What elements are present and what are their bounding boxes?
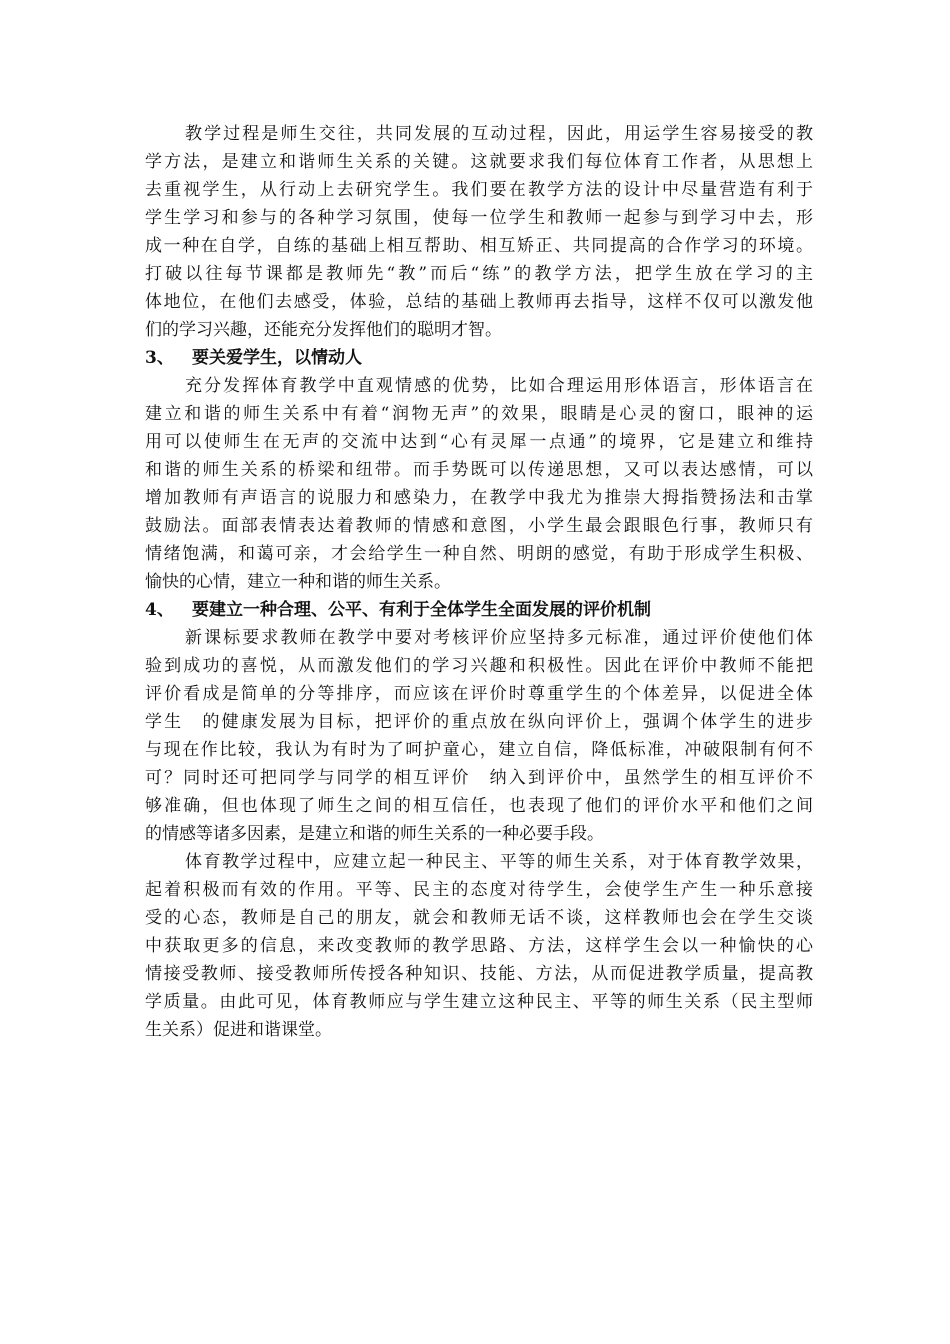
text-line: 学生学习和参与的各种学习氛围，使每一位学生和教师一起参与到学习中去，形 <box>145 208 813 228</box>
text-line: 体地位，在他们去感受，体验，总结的基础上教师再去指导，这样不仅可以激发他 <box>145 292 813 312</box>
section-number: 3、 <box>145 348 174 368</box>
paragraph-evaluation <box>145 624 813 848</box>
section-title: 要建立一种合理、公平、有利于全体学生全面发展的评价机制 <box>192 600 651 620</box>
section-heading-3 <box>145 344 813 372</box>
text-line: 们的学习兴趣，还能充分发挥他们的聪明才智。 <box>145 320 502 340</box>
text-line: 成一种在自学，自练的基础上相互帮助、相互矫正、共同提高的合作学习的环境。 <box>145 236 813 256</box>
text-line: 情绪饱满，和蔼可亲，才会给学生一种自然、明朗的感觉，有助于形成学生积极、 <box>145 544 813 564</box>
text-line: 可？同时还可把同学与同学的相互评价 纳入到评价中，虽然学生的相互评价不 <box>145 768 813 788</box>
text-line: 学生 的健康发展为目标，把评价的重点放在纵向评价上，强调个体学生的进步 <box>145 712 813 732</box>
text-line: 鼓励法。面部表情表达着教师的情感和意图，小学生最会跟眼色行事，教师只有 <box>145 516 813 536</box>
text-line: 情接受教师、接受教师所传授各种知识、技能、方法，从而促进教学质量，提高教 <box>145 964 813 984</box>
text-line: 的情感等诸多因素，是建立和谐的师生关系的一种必要手段。 <box>145 824 604 844</box>
text-line: 教学过程是师生交往，共同发展的互动过程，因此，用运学生容易接受的教 <box>185 124 813 144</box>
text-line: 增加教师有声语言的说服力和感染力，在教学中我尤为推崇大拇指赞扬法和击掌 <box>145 488 813 508</box>
text-line: 评价看成是简单的分等排序，而应该在评价时尊重学生的个体差异，以促进全体 <box>145 684 813 704</box>
text-line: 和谐的师生关系的桥梁和纽带。而手势既可以传递思想，又可以表达感情，可以 <box>145 460 813 480</box>
text-line: 新课标要求教师在教学中要对考核评价应坚持多元标准，通过评价使他们体 <box>185 628 813 648</box>
text-line: 验到成功的喜悦，从而激发他们的学习兴趣和积极性。因此在评价中教师不能把 <box>145 656 813 676</box>
text-line: 够准确，但也体现了师生之间的相互信任，也表现了他们的评价水平和他们之间 <box>145 796 813 816</box>
text-line: 去重视学生，从行动上去研究学生。我们要在教学方法的设计中尽量营造有利于 <box>145 180 813 200</box>
paragraph-democratic-relations <box>145 848 813 1044</box>
text-line: 起着积极而有效的作用。平等、民主的态度对待学生，会使学生产生一种乐意接 <box>145 880 813 900</box>
text-line: 与现在作比较，我认为有时为了呵护童心，建立自信，降低标准，冲破限制有何不 <box>145 740 813 760</box>
paragraph-care-students <box>145 372 813 596</box>
text-line: 学方法，是建立和谐师生关系的关键。这就要求我们每位体育工作者，从思想上 <box>145 152 813 172</box>
text-line: 愉快的心情，建立一种和谐的师生关系。 <box>145 572 451 592</box>
text-line: 用可以使师生在无声的交流中达到“心有灵犀一点通”的境界，它是建立和维持 <box>145 432 813 452</box>
section-title: 要关爱学生，以情动人 <box>192 348 362 368</box>
text-line: 受的心态，教师是自己的朋友，就会和教师无话不谈，这样教师也会在学生交谈 <box>145 908 813 928</box>
text-line: 充分发挥体育教学中直观情感的优势，比如合理运用形体语言，形体语言在 <box>185 376 813 396</box>
text-line: 生关系）促进和谐课堂。 <box>145 1020 332 1040</box>
section-heading-4 <box>145 596 813 624</box>
text-line: 学质量。由此可见，体育教师应与学生建立这种民主、平等的师生关系（民主型师 <box>145 992 813 1012</box>
text-line: 打破以往每节课都是教师先“教”而后“练”的教学方法，把学生放在学习的主 <box>145 264 813 284</box>
text-line: 体育教学过程中，应建立起一种民主、平等的师生关系，对于体育教学效果， <box>185 852 813 872</box>
text-line: 建立和谐的师生关系中有着“润物无声”的效果，眼睛是心灵的窗口，眼神的运 <box>145 404 813 424</box>
paragraph-teaching-methods <box>145 120 813 344</box>
text-line: 中获取更多的信息，来改变教师的教学思路、方法，这样学生会以一种愉快的心 <box>145 936 813 956</box>
document-body <box>145 120 813 1044</box>
section-number: 4、 <box>145 600 174 620</box>
